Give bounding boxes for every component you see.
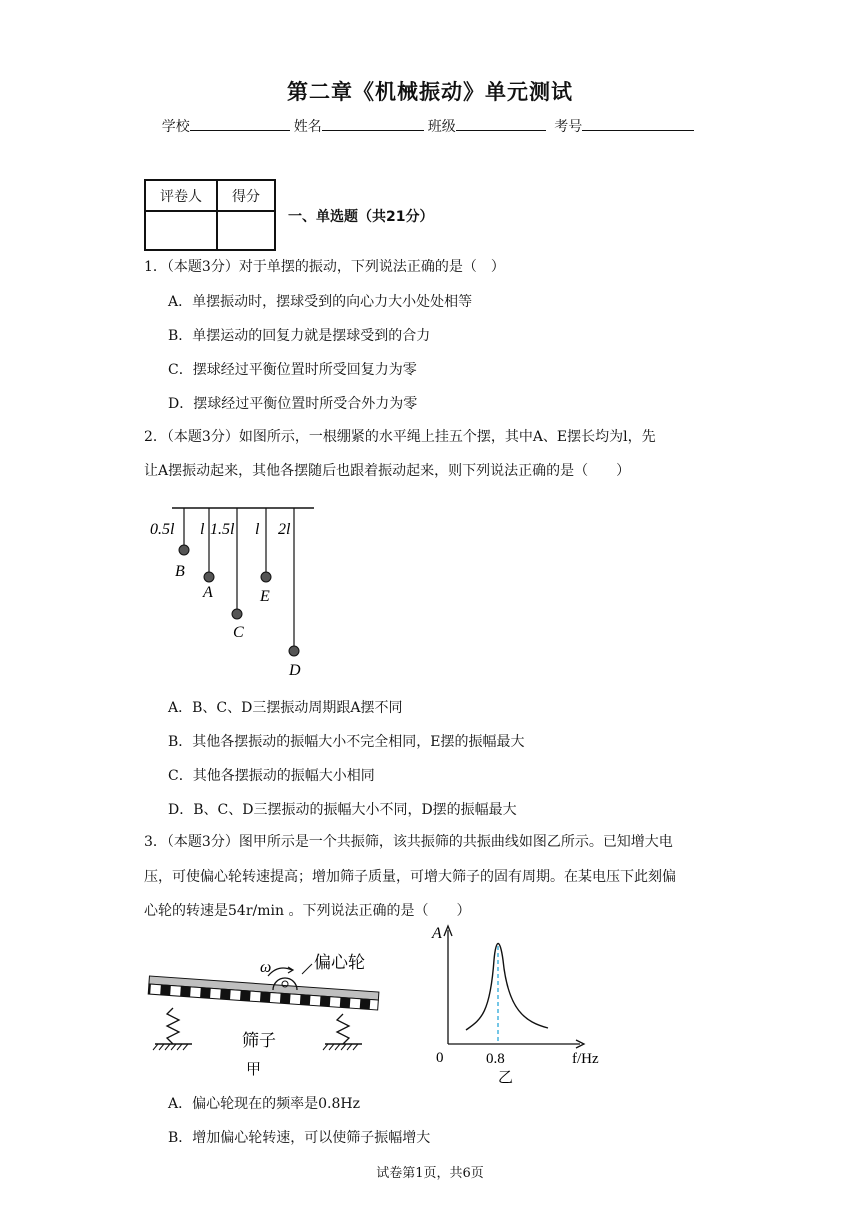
resonance-curve	[466, 944, 548, 1031]
q2-option-b: B．其他各摆振动的振幅大小不完全相同，E摆的振幅最大	[168, 734, 525, 750]
q2-option-c: C．其他各摆振动的振幅大小相同	[168, 768, 375, 784]
ball-label-c: C	[233, 624, 244, 641]
class-label: 班级	[427, 119, 456, 135]
length-label-c: 1.5l	[210, 521, 235, 538]
sieve-label: 筛子	[242, 1031, 276, 1050]
pendulum-figure	[144, 500, 334, 685]
pendulum-a	[204, 508, 214, 582]
section-heading: 一、单选题（共21分）	[288, 209, 434, 225]
q2-option-a: A．B、C、D三摆振动周期跟A摆不同	[168, 700, 403, 716]
length-label-d: 2l	[278, 521, 291, 538]
grader-header: 评卷人	[145, 180, 217, 211]
sieve-figure	[140, 948, 390, 1083]
school-blank	[190, 116, 290, 131]
score-header: 得分	[217, 180, 275, 211]
school-label: 学校	[161, 119, 190, 135]
score-table	[144, 179, 276, 251]
left-spring	[153, 1008, 192, 1050]
right-spring	[323, 1014, 362, 1050]
exam-no-blank	[582, 116, 694, 131]
x-tick-label: 0.8	[486, 1051, 505, 1067]
x-axis-label: f/Hz	[572, 1051, 599, 1067]
figure-yi-caption: 乙	[498, 1070, 514, 1085]
score-cell	[217, 211, 275, 250]
omega-label: ω	[260, 959, 272, 976]
wheel-pointer	[302, 964, 312, 974]
grader-cell	[145, 211, 217, 250]
q1-stem: 1．（本题3分）对于单摆的振动，下列说法正确的是（ ）	[144, 259, 505, 275]
q1-option-b: B．单摆运动的回复力就是摆球受到的合力	[168, 328, 431, 344]
q3-option-b: B．增加偏心轮转速，可以使筛子振幅增大	[168, 1130, 431, 1146]
class-blank	[456, 116, 546, 131]
length-label-b: 0.5l	[150, 521, 175, 538]
q3-stem-line1: 3．（本题3分）图甲所示是一个共振筛，该共振筛的共振曲线如图乙所示。已知增大电	[144, 834, 673, 850]
page-footer: 试卷第1页，共6页	[376, 1166, 484, 1181]
name-label: 姓名	[293, 119, 322, 135]
student-info-line	[0, 116, 860, 136]
q2-stem-line2: 让A摆振动起来，其他各摆随后也跟着振动起来，则下列说法正确的是（ ）	[144, 463, 631, 479]
pendulum-e	[261, 508, 271, 582]
q2-option-d: D．B、C、D三摆振动的振幅大小不同，D摆的振幅最大	[168, 802, 517, 818]
pendulum-d	[289, 508, 299, 656]
exam-no-label: 考号	[554, 119, 583, 135]
ball-label-e: E	[260, 588, 270, 605]
origin-label: 0	[436, 1050, 444, 1066]
pendulum-b	[179, 508, 189, 555]
name-blank	[322, 116, 424, 131]
q1-option-d: D．摆球经过平衡位置时所受合外力为零	[168, 396, 418, 412]
length-label-e: l	[255, 521, 260, 538]
sieve-board	[148, 976, 379, 1010]
q2-stem-line1: 2．（本题3分）如图所示，一根绷紧的水平绳上挂五个摆，其中A、E摆长均为l，先	[144, 429, 656, 445]
q3-option-a: A．偏心轮现在的频率是0.8Hz	[168, 1096, 360, 1112]
figure-jia-caption: 甲	[246, 1062, 262, 1078]
q3-stem-line2: 压，可使偏心轮转速提高；增加筛子质量，可增大筛子的固有周期。在某电压下此刻偏	[144, 869, 676, 885]
ball-label-a: A	[203, 584, 213, 601]
ball-label-d: D	[289, 662, 301, 679]
resonance-curve-figure	[430, 920, 615, 1085]
q1-option-a: A．单摆振动时，摆球受到的向心力大小处处相等	[168, 294, 473, 310]
page-title: 第二章《机械振动》单元测试	[287, 80, 573, 104]
q1-option-c: C．摆球经过平衡位置时所受回复力为零	[168, 362, 417, 378]
length-label-a: l	[200, 521, 205, 538]
wheel-label: 偏心轮	[314, 953, 365, 972]
ball-label-b: B	[175, 563, 185, 580]
y-axis-label: A	[432, 925, 442, 942]
q3-stem-line3: 心轮的转速是54r/min 。下列说法正确的是（ ）	[144, 903, 471, 919]
